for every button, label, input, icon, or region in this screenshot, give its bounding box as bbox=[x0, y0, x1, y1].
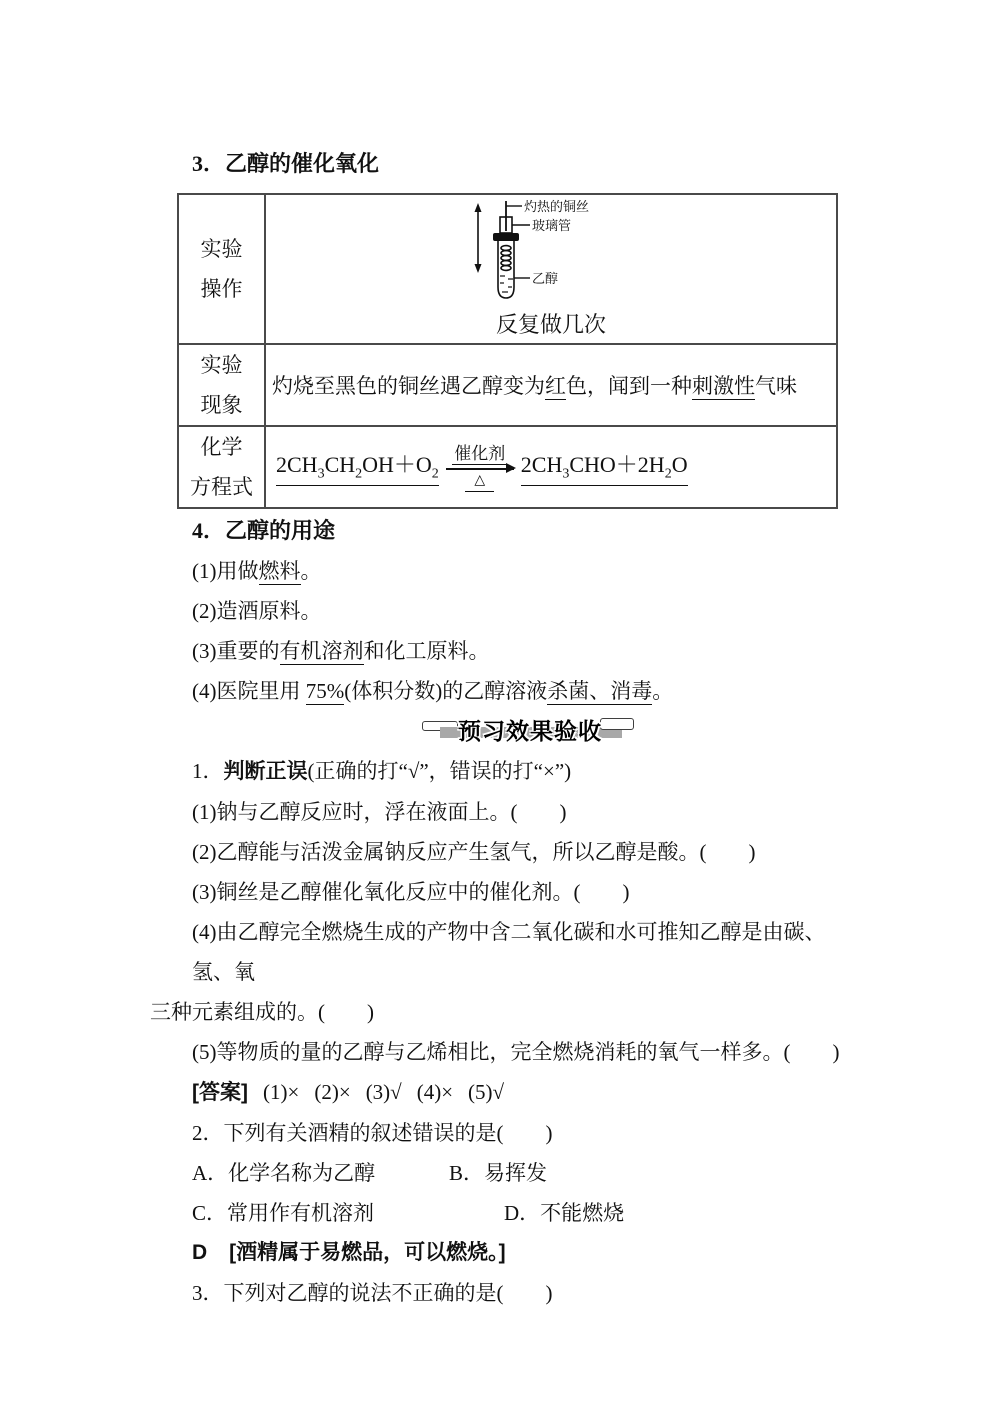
equation-rhs: $2CH_3CHO+2H_2O$ bbox=[521, 448, 688, 486]
table-row-equation bbox=[178, 426, 837, 508]
row-header-phenomenon-line1: 实验 bbox=[200, 353, 243, 377]
question-2: 2．下列有关酒精的叙述错误的是( ) bbox=[192, 1121, 553, 1145]
preview-check-banner bbox=[150, 711, 856, 751]
section-3-number: 3． bbox=[192, 151, 226, 176]
q2-options-row-2 bbox=[150, 1193, 856, 1233]
q2-answer-line bbox=[150, 1233, 856, 1273]
option-d: D．不能燃烧 bbox=[504, 1201, 625, 1225]
option-b: B．易挥发 bbox=[449, 1161, 548, 1185]
answer-label: [答案] bbox=[192, 1081, 248, 1104]
row-header-operation-line2: 操作 bbox=[200, 277, 243, 301]
condition-catalyst: 催化剂 bbox=[454, 443, 506, 463]
row-header-equation-line2: 方程式 bbox=[190, 475, 253, 499]
right-arrow-icon bbox=[446, 468, 514, 470]
table-row-operation bbox=[178, 194, 837, 344]
q2-options-row-1 bbox=[150, 1153, 856, 1193]
question-3: 3．下列对乙醇的说法不正确的是( ) bbox=[192, 1281, 553, 1305]
banner-title: 预习效果验收 bbox=[458, 718, 602, 744]
equation-lhs: $2CH_3CH_2OH+O_2$ bbox=[276, 448, 439, 486]
condition-heat-icon: △ bbox=[465, 472, 494, 492]
label-ethanol: 乙醇 bbox=[532, 271, 559, 286]
section-4-title: 乙醇的用途 bbox=[225, 518, 336, 543]
q1-answer-5: (5)√ bbox=[468, 1080, 505, 1104]
q1-item-4-line1: (4)由乙醇完全燃烧生成的产物中含二氧化碳和水可推知乙醇是由碳、氢、氧 bbox=[192, 920, 826, 984]
q1-answer-2: (2)× bbox=[314, 1080, 351, 1104]
section-4-number: 4． bbox=[192, 518, 226, 543]
section-4-heading bbox=[192, 511, 856, 551]
q1-item-4-line2: 三种元素组成的。( ) bbox=[150, 1000, 374, 1024]
q1-item-5: (5)等物质的量的乙醇与乙烯相比，完全燃烧消耗的氧气一样多。( ) bbox=[192, 1040, 840, 1064]
use-item-1: (1)用做燃料。 bbox=[192, 559, 322, 583]
use-item-3-blank: 有机溶剂 bbox=[279, 639, 364, 663]
phenomenon-post: 气味 bbox=[755, 374, 797, 398]
q1-item-1: (1)钠与乙醇反应时，浮在液面上。( ) bbox=[192, 800, 567, 824]
section-3-heading bbox=[192, 147, 856, 181]
row-header-phenomenon-line2: 现象 bbox=[200, 393, 243, 417]
test-tube-diagram bbox=[272, 197, 830, 309]
q1-answer-line bbox=[150, 1072, 856, 1113]
test-tube-body bbox=[498, 241, 514, 298]
ethanol-liquid bbox=[500, 276, 513, 292]
stopper bbox=[493, 233, 519, 241]
use-item-3: (3)重要的有机溶剂和化工原料。 bbox=[192, 639, 490, 663]
question-1: 1．判断正误(正确的打“√”，错误的打“×”) bbox=[192, 759, 572, 783]
label-copper-wire: 灼热的铜丝 bbox=[524, 199, 590, 214]
q1-answer-4: (4)× bbox=[416, 1080, 454, 1104]
chemical-equation bbox=[272, 443, 830, 492]
reaction-arrow bbox=[446, 443, 514, 492]
label-glass-tube: 玻璃管 bbox=[532, 218, 572, 233]
q2-answer-letter: D bbox=[192, 1241, 208, 1264]
q1-answer-1: (1)× bbox=[263, 1080, 300, 1104]
use-item-4-blank2: 杀菌、消毒 bbox=[547, 679, 653, 703]
table-row-phenomenon bbox=[178, 344, 837, 426]
updown-arrow-icon bbox=[475, 203, 482, 273]
section-3-title: 乙醇的催化氧化 bbox=[225, 151, 380, 176]
use-item-4-blank1: 75% bbox=[305, 679, 345, 703]
row-header-equation bbox=[178, 426, 265, 508]
equation-cell bbox=[265, 426, 837, 508]
use-item-4: (4)医院里用 75%(体积分数)的乙醇溶液杀菌、消毒。 bbox=[192, 679, 674, 703]
operation-cell bbox=[265, 194, 837, 344]
diagram-caption: 反复做几次 bbox=[495, 312, 606, 337]
phenomenon-cell bbox=[265, 344, 837, 426]
q2-answer-explanation: [酒精属于易燃品，可以燃烧。] bbox=[229, 1241, 506, 1264]
row-header-operation bbox=[178, 194, 265, 344]
use-item-1-blank: 燃料 bbox=[258, 559, 301, 583]
option-c: C．常用作有机溶剂 bbox=[192, 1201, 375, 1225]
row-header-phenomenon bbox=[178, 344, 265, 426]
q1-item-2: (2)乙醇能与活泼金属钠反应产生氢气，所以乙醇是酸。( ) bbox=[192, 840, 756, 864]
phenomenon-mid: 色，闻到一种 bbox=[566, 374, 692, 398]
experiment-table bbox=[177, 193, 838, 509]
row-header-operation-line1: 实验 bbox=[200, 237, 243, 261]
copper-coil bbox=[501, 246, 511, 271]
row-header-equation-line1: 化学 bbox=[200, 435, 243, 459]
phenomenon-blank-1: 红 bbox=[545, 374, 566, 398]
page-content bbox=[150, 147, 856, 1313]
phenomenon-blank-2: 刺激性 bbox=[692, 374, 755, 398]
test-tube-figure-svg bbox=[456, 199, 646, 303]
option-a: A．化学名称为乙醇 bbox=[192, 1161, 376, 1185]
phenomenon-pre: 灼烧至黑色的铜丝遇乙醇变为 bbox=[272, 374, 545, 398]
use-item-2: (2)造酒原料。 bbox=[192, 599, 322, 623]
q1-item-3: (3)铜丝是乙醇催化氧化反应中的催化剂。( ) bbox=[192, 880, 630, 904]
question-1-bold: 判断正误 bbox=[223, 760, 308, 783]
q1-answer-3: (3)√ bbox=[365, 1080, 402, 1104]
